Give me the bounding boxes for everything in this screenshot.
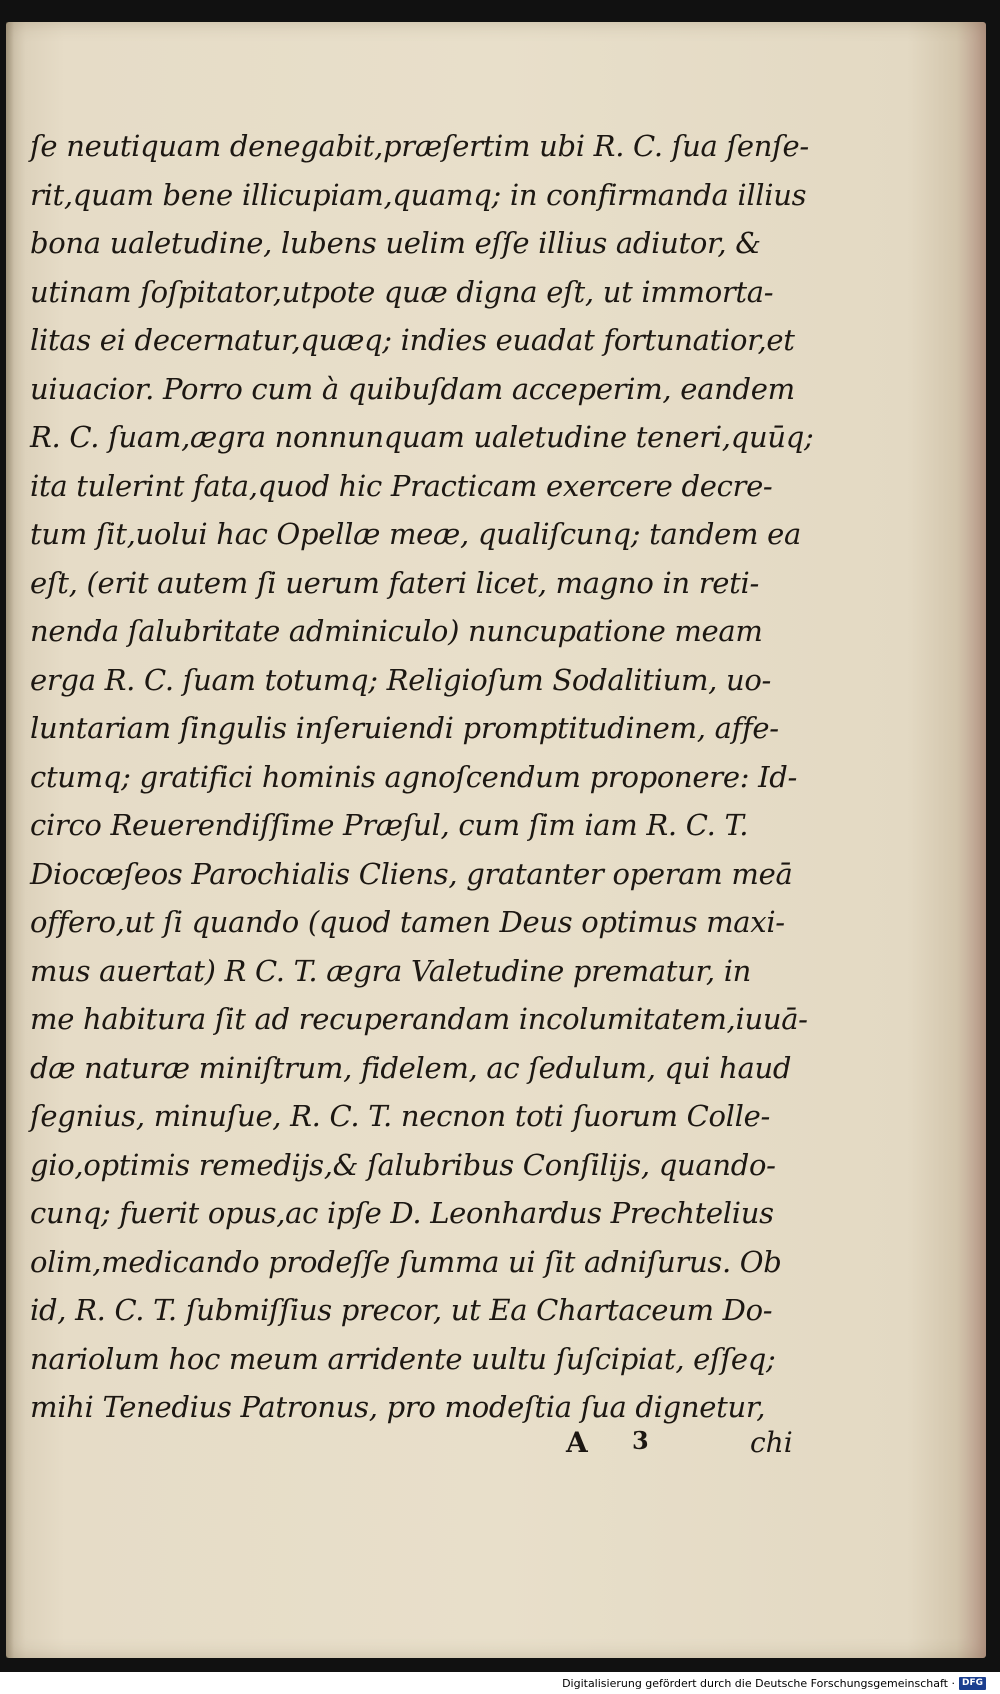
dfg-logo: DFG [959, 1677, 986, 1690]
text-line: luntariam ſingulis inſeruiendi promptitudinem, affe- [30, 711, 779, 745]
text-line: dæ naturæ miniſtrum, fidelem, ac ſedulum, qui haud [30, 1050, 792, 1085]
text-line: Diocœſeos Parochialis Cliens, gratanter operam meā [30, 856, 793, 891]
text-line: cunq; fuerit opus,ac ipſe D. Leonhardus Prechtelius [30, 1196, 774, 1230]
text-line: id, R. C. T. ſubmiſſius precor, ut Ea Chartaceum Do- [30, 1293, 773, 1327]
text-line: rit,quam bene illicupiam,quamq; in confirmanda illius [30, 177, 807, 212]
credit-text: Digitalisierung gefördert durch die Deutsche Forschungsgemeinschaft · [562, 1676, 955, 1690]
signature-number: 3 [632, 1426, 649, 1455]
text-line: litas ei decernatur,quæq; indies euadat fortunatior,et [30, 323, 795, 357]
signature-line [566, 1426, 806, 1466]
text-line: uiuacior. Porro cum à quibuſdam acceperim, eandem [30, 371, 795, 406]
page-gutter-shadow [6, 22, 14, 1658]
text-line: circo Reuerendiſſime Præſul, cum ſim iam R. C. T. [30, 808, 749, 842]
text-body [30, 122, 814, 1432]
text-line: R. C. ſuam,ægra nonnunquam ualetudine teneri,quūq; [30, 420, 814, 454]
text-line: mus auertat) R C. T. ægra Valetudine prematur, in [30, 953, 752, 988]
text-line: eſt, (erit autem ſi uerum fateri licet, magno in reti- [30, 565, 759, 600]
book-page [6, 22, 986, 1658]
text-line: tum ſit,uolui hac Opellæ meæ, qualiſcunq; tandem ea [30, 517, 801, 551]
digitization-credit [562, 1675, 986, 1691]
text-line: ſegnius, minuſue, R. C. T. necnon toti ſuorum Colle- [30, 1099, 770, 1133]
text-line: gio,optimis remedijs,& ſalubribus Conſilijs, quando- [30, 1147, 776, 1182]
text-line: nenda ſalubritate adminiculo) nuncupatione meam [30, 614, 763, 648]
text-line: nariolum hoc meum arridente uultu ſuſcipiat, eſſeq; [30, 1341, 776, 1376]
text-line: erga R. C. ſuam totumq; Religioſum Sodalitium, uo- [30, 662, 772, 697]
text-line: ita tulerint fata,quod hic Practicam exercere decre- [30, 468, 773, 503]
text-line: ctumq; gratifici hominis agnoſcendum proponere: Id- [30, 759, 798, 794]
text-line: bona ualetudine, lubens uelim eſſe illius adiutor, & [30, 226, 761, 260]
signature-mark: A [566, 1426, 588, 1459]
text-line: me habitura ſit ad recuperandam incolumitatem,iuuā- [30, 1002, 808, 1036]
catchword: chi [750, 1426, 793, 1459]
text-line: mihi Tenedius Patronus, pro modeſtia ſua dignetur, [30, 1390, 766, 1424]
text-line: utinam ſoſpitator,utpote quæ digna eſt, ut immorta- [30, 274, 774, 309]
text-line: offero,ut ſi quando (quod tamen Deus optimus maxi- [30, 905, 785, 939]
text-line: olim,medicando prodeſſe ſumma ui ſit adniſurus. Ob [30, 1244, 782, 1279]
text-line: ſe neutiquam denegabit,præſertim ubi R. C. ſua ſenſe- [30, 129, 809, 163]
